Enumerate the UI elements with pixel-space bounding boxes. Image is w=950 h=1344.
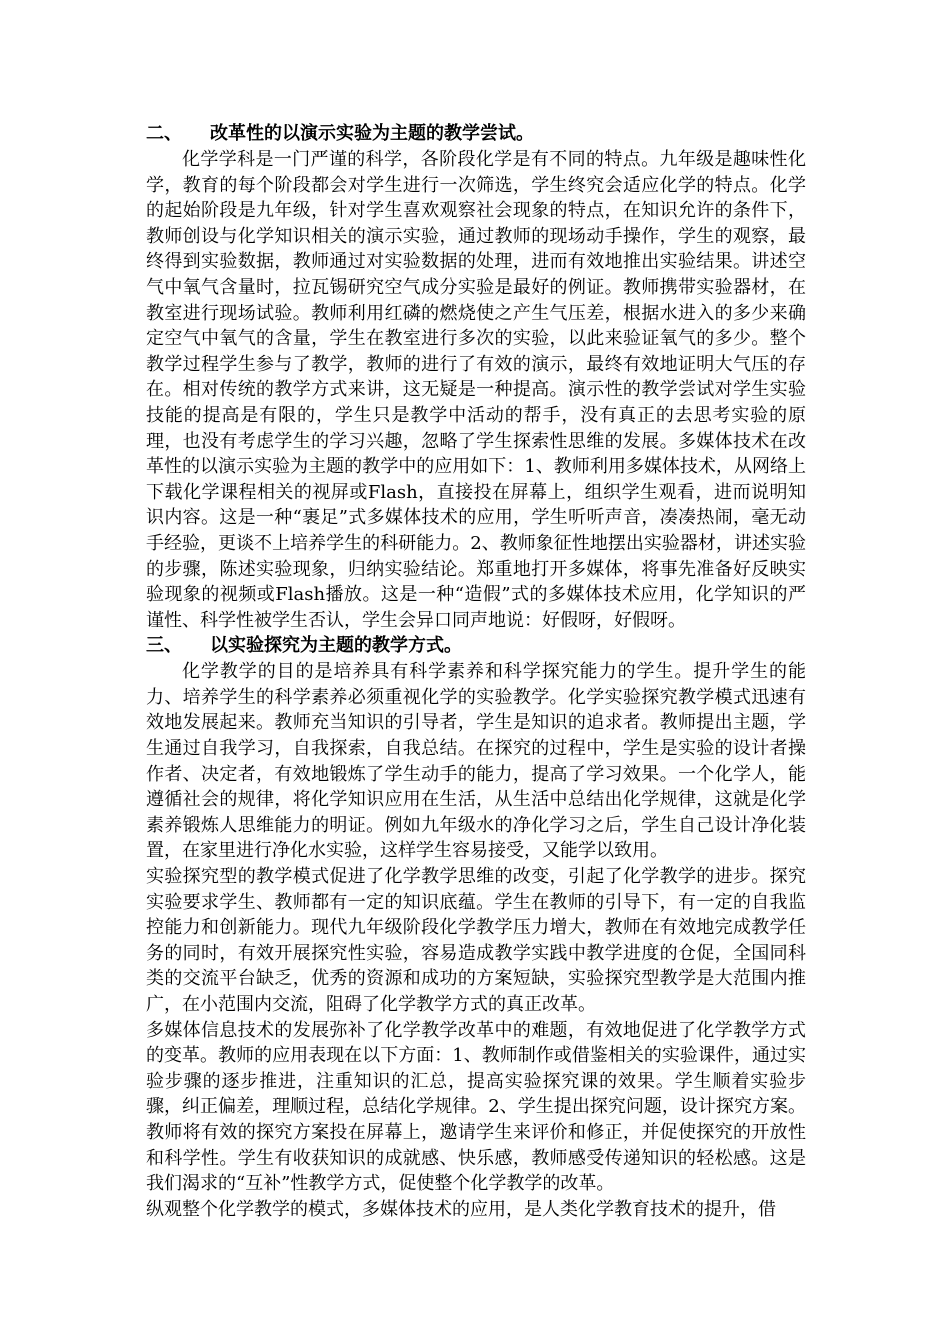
paragraph: 纵观整个化学教学的模式，多媒体技术的应用，是人类化学教育技术的提升，借 <box>146 1198 776 1220</box>
paragraph: 化学教学的目的是培养具有科学素养和科学探究能力的学生。提升学生的能力、培养学生的科学素养必须重视化学的实验教学。化学实验探究教学模式迅速有效地发展起来。教师充当知识的引导者，学生是知识的追求者。教师提出主题，学生通过自我学习，自我探索，自我总结。在探究的过程中，学生是实验的设计者操作者、决定者，有效地锻炼了学生动手的能力，提高了学习效果。一个化学人，能遵循社会的规律，将化学知识应用在生活，从生活中总结出化学规律，这就是化学素养锻炼人思维能力的明证。例如九年级水的净化学习之后，学生自己设计净化装置，在家里进行净化水实验，这样学生容易接受，又能学以致用。 <box>146 661 806 862</box>
section-title: 改革性的以演示实验为主题的教学尝试。 <box>210 123 534 144</box>
section-title: 以实验探究为主题的教学方式。 <box>210 635 462 657</box>
section-number: 二、 <box>146 123 182 144</box>
section-number: 三、 <box>146 635 182 657</box>
document-page <box>146 121 806 1222</box>
paragraph: 化学学科是一门严谨的科学，各阶段化学是有不同的特点。九年级是趣味性化学，教育的每个阶段都会对学生进行一次筛选，学生终究会适应化学的特点。化学的起始阶段是九年级，针对学生喜欢观察社会现象的特点，在知识允许的条件下，教师创设与化学知识相关的演示实验，通过教师的现场动手操作，学生的观察，最终得到实验数据，教师通过对实验数据的处理，进而有效地推出实验结果。讲述空气中氧气含量时，拉瓦锡研究空气成分实验是最好的例证。教师携带实验器材，在教室进行现场试验。教师利用红磷的燃烧使之产生气压差，根据水进入的多少来确定空气中氧气的含量，学生在教室进行多次的实验，以此来验证氧气的多少。整个教学过程学生参与了教学，教师的进行了有效的演示，最终有效地证明大气压的存在。相对传统的教学方式来讲，这无疑是一种提高。演示性的教学尝试对学生实验技能的提高是有限的，学生只是教学中活动的帮手，没有真正的去思考实验的原理，也没有考虑学生的学习兴趣，忽略了学生探索性思维的发展。多媒体技术在改革性的以演示实验为主题的教学中的应用如下：1、教师利用多媒体技术，从网络上下载化学课程相关的视屏或Flash，直接投在屏幕上，组织学生观看，进而说明知识内容。这是一种“裹足”式多媒体技术的应用，学生听听声音，凑凑热闹，毫无动手经验，更谈不上培养学生的科研能力。2、教师象征性地摆出实验器材，讲述实验的步骤，陈述实验现象，归纳实验结论。郑重地打开多媒体，将事先准备好反映实验现象的视频或Flash播放。这是一种“造假”式的多媒体技术应用，化学知识的严谨性、科学性被学生否认，学生会异口同声地说：好假呀，好假呀。 <box>146 149 806 631</box>
paragraph: 实验探究型的教学模式促进了化学教学思维的改变，引起了化学教学的进步。探究实验要求学生、教师都有一定的知识底蕴。学生在教师的引导下，有一定的自我监控能力和创新能力。现代九年级阶段化学教学压力增大，教师在有效地完成教学任务的同时，有效开展探究性实验，容易造成教学实践中教学进度的仓促，全国同科类的交流平台缺乏，优秀的资源和成功的方案短缺，实验探究型教学是大范围内推广，在小范围内交流，阻碍了化学教学方式的真正改革。 <box>146 866 806 1015</box>
section-heading-2 <box>146 121 806 147</box>
section-heading-3 <box>146 633 806 659</box>
paragraph: 多媒体信息技术的发展弥补了化学教学改革中的难题，有效地促进了化学教学方式的变革。教师的应用表现在以下方面：1、教师制作或借鉴相关的实验课件，通过实验步骤的逐步推进，注重知识的汇总，提高实验探究课的效果。学生顺着实验步骤，纠正偏差，理顺过程，总结化学规律。2、学生提出探究问题，设计探究方案。教师将有效的探究方案投在屏幕上，邀请学生来评价和修正，并促使探究的开放性和科学性。学生有收获知识的成就感、快乐感，教师感受传递知识的轻松感。这是我们渴求的“互补”性教学方式，促使整个化学教学的改革。 <box>146 1019 806 1195</box>
